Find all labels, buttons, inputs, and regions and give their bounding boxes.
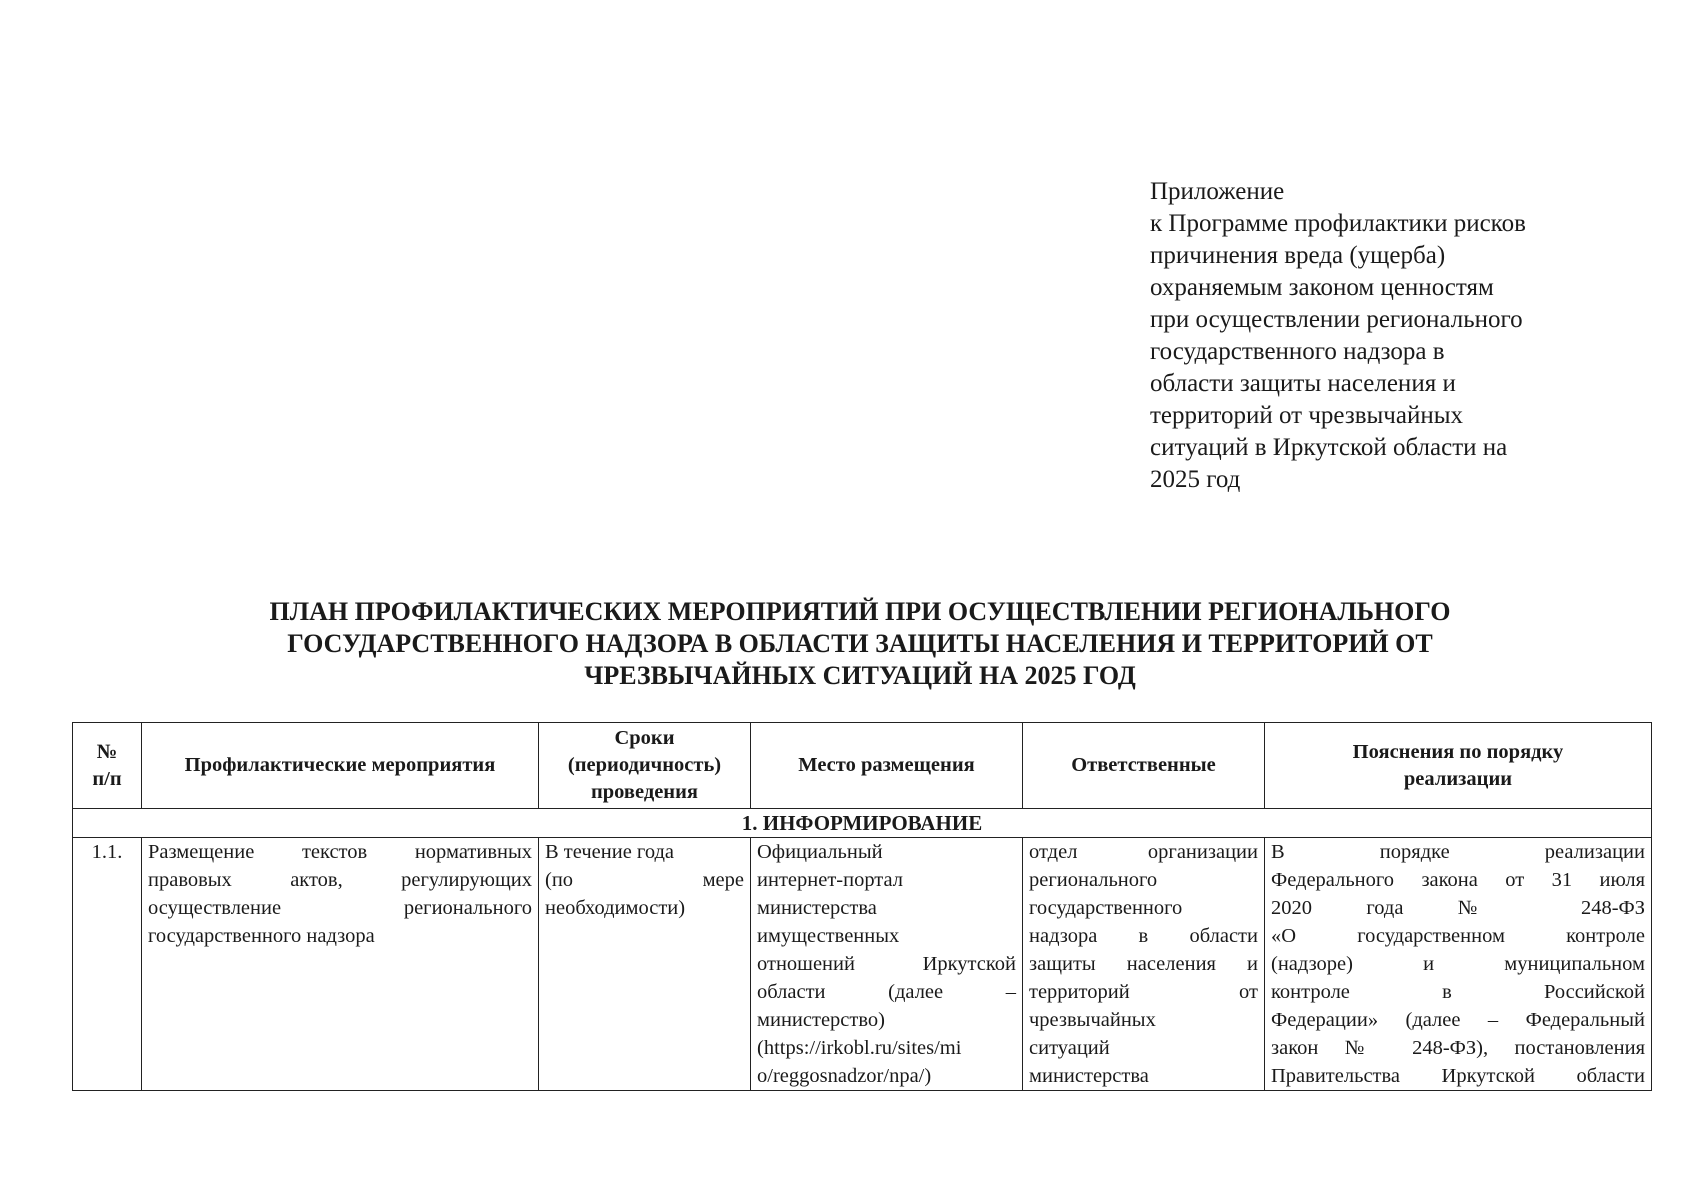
cell-line: государственного: [1029, 897, 1183, 919]
header-num: [73, 723, 142, 809]
cell-line: Правительства Иркутской области: [1271, 1065, 1645, 1087]
plan-title-line: ПЛАН ПРОФИЛАКТИЧЕСКИХ МЕРОПРИЯТИЙ ПРИ ОСУЩЕСТВЛЕНИИ РЕГИОНАЛЬНОГО: [269, 597, 1451, 626]
row-terms: [539, 838, 751, 1091]
annex-reference: [1150, 176, 1610, 496]
header-measures: Профилактические мероприятия: [142, 723, 539, 809]
row-place: [751, 838, 1023, 1091]
cell-line: ситуаций: [1029, 1037, 1110, 1059]
cell-line: «О государственном контроле: [1271, 925, 1645, 947]
annex-line: ситуаций в Иркутской области на: [1150, 434, 1508, 461]
annex-line: 2025 год: [1150, 466, 1241, 493]
header-explanations-line: Пояснения по порядку: [1352, 740, 1564, 763]
plan-table: [72, 722, 1652, 1091]
cell-line: государственного надзора: [148, 925, 375, 947]
cell-line: o/reggosnadzor/npa/): [757, 1065, 932, 1087]
header-place: Место размещения: [751, 723, 1023, 809]
cell-line: (надзоре) и муниципальном: [1271, 953, 1645, 975]
cell-line: осуществление регионального: [148, 897, 532, 919]
cell-line: министерства: [1029, 1065, 1149, 1087]
plan-title: [60, 596, 1660, 692]
cell-line: Федерального закона от 31 июля: [1271, 869, 1645, 891]
cell-line: защиты населения и: [1029, 953, 1258, 975]
cell-line: отношений Иркутской: [757, 953, 1016, 975]
plan-title-line: ГОСУДАРСТВЕННОГО НАДЗОРА В ОБЛАСТИ ЗАЩИТЫ НАСЕЛЕНИЯ И ТЕРРИТОРИЙ ОТ: [287, 629, 1433, 658]
annex-line: территорий от чрезвычайных: [1150, 402, 1464, 429]
cell-line: контроле в Российской: [1271, 981, 1645, 1003]
cell-line: чрезвычайных: [1029, 1009, 1156, 1031]
header-responsible: Ответственные: [1023, 723, 1265, 809]
plan-title-line: ЧРЕЗВЫЧАЙНЫХ СИТУАЦИЙ НА 2025 ГОД: [584, 661, 1136, 690]
row-num: 1.1.: [73, 838, 142, 1091]
table-row: [73, 838, 1652, 1091]
row-measures: [142, 838, 539, 1091]
header-terms-line: Сроки: [614, 727, 675, 749]
cell-line: Федерации» (далее – Федеральный: [1271, 1009, 1645, 1031]
cell-line: отдел организации: [1029, 841, 1258, 863]
header-terms-line: проведения: [590, 781, 699, 803]
cell-line: регионального: [1029, 869, 1158, 891]
annex-line: Приложение: [1150, 178, 1285, 205]
header-explanations: [1265, 723, 1652, 809]
header-terms: [539, 723, 751, 809]
cell-line: Размещение текстов нормативных: [148, 841, 532, 863]
cell-line: (https://irkobl.ru/sites/mi: [757, 1037, 962, 1059]
annex-line: государственного надзора в: [1150, 338, 1445, 365]
section-title: 1. ИНФОРМИРОВАНИЕ: [73, 809, 1652, 838]
cell-line: Официальный: [757, 841, 883, 863]
annex-line: причинения вреда (ущерба): [1150, 242, 1446, 269]
cell-line: правовых актов, регулирующих: [148, 869, 532, 891]
annex-line: к Программе профилактики рисков: [1150, 210, 1526, 237]
cell-line: (по мере: [545, 869, 744, 891]
annex-line: области защиты населения и: [1150, 370, 1456, 397]
cell-line: территорий от: [1029, 981, 1258, 1003]
table-header-row: [73, 723, 1652, 809]
header-num-line: п/п: [92, 767, 122, 790]
cell-line: 2020 года № 248-ФЗ: [1271, 897, 1645, 919]
cell-line: надзора в области: [1029, 925, 1258, 947]
cell-line: имущественных: [757, 925, 900, 947]
cell-line: необходимости): [545, 897, 686, 919]
cell-line: интернет-портал: [757, 869, 904, 891]
cell-line: министерство): [757, 1009, 885, 1031]
section-row: [73, 809, 1652, 838]
row-responsible: [1023, 838, 1265, 1091]
cell-line: В течение года: [545, 841, 675, 863]
annex-line: охраняемым законом ценностям: [1150, 274, 1494, 301]
cell-line: министерства: [757, 897, 877, 919]
header-num-line: №: [96, 740, 118, 763]
cell-line: области (далее –: [757, 981, 1016, 1003]
annex-line: при осуществлении регионального: [1150, 306, 1523, 333]
cell-line: В порядке реализации: [1271, 841, 1645, 863]
row-explanations: [1265, 838, 1652, 1091]
header-explanations-line: реализации: [1403, 767, 1513, 790]
header-terms-line: (периодичность): [567, 754, 722, 776]
cell-line: закон № 248-ФЗ), постановления: [1271, 1037, 1645, 1059]
